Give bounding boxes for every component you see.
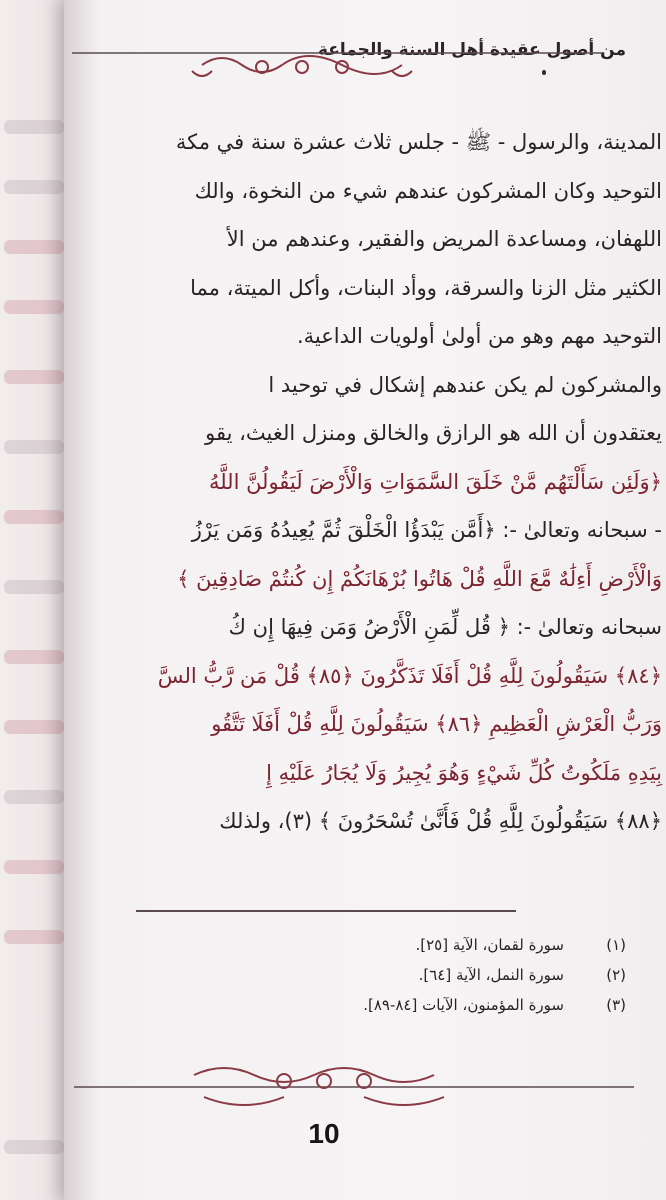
text-line: سبحانه وتعالىٰ -: ﴿ قُل لِّمَنِ الْأَرْضُ وَمَن فِيهَا إِن كُ <box>228 615 662 639</box>
header-title: من أصول عقيدة أهل السنة والجماعة <box>317 40 626 60</box>
text-line: ﴿وَلَئِن سَأَلْتَهُم مَّنْ خَلَقَ السَّمَوَاتِ وَالْأَرْضَ لَيَقُولُنَّ اللَّهُ <box>208 469 662 494</box>
text-line: - سبحانه وتعالىٰ -: ﴿أَمَّن يَبْدَؤُا الْخَلْقَ ثُمَّ يُعِيدُهُ وَمَن يَرْزُ <box>191 518 662 542</box>
footnote <box>124 930 626 960</box>
previous-page-edge <box>0 0 70 1200</box>
footnote <box>124 960 626 990</box>
header-ornament <box>72 31 602 87</box>
footnote-text: سورة المؤمنون، الآيات [٨٤-٨٩]. <box>363 996 564 1014</box>
text-line: ﴿٨٤﴾ سَيَقُولُونَ لِلَّهِ قُلْ أَفَلَا تَذَكَّرُونَ ﴿٨٥﴾ قُلْ مَن رَّبُّ السَّ <box>157 663 662 688</box>
footnote-text: سورة لقمان، الآية [٢٥]. <box>415 936 564 954</box>
text-line: وَرَبُّ الْعَرْشِ الْعَظِيمِ ﴿٨٦﴾ سَيَقُولُونَ لِلَّهِ قُلْ أَفَلَا تَتَّقُو <box>211 712 662 736</box>
main-text <box>104 118 666 846</box>
text-line: ﴿٨٨﴾ سَيَقُولُونَ لِلَّهِ قُلْ فَأَنَّىٰ تُسْحَرُونَ ﴾ (٣)، ولذلك <box>219 809 662 833</box>
text-line: وَالْأَرْضِ أَءِلَٰهٌ مَّعَ اللَّهِ قُلْ هَاتُوا بُرْهَانَكُمْ إِن كُنتُمْ صَادِقِينَ ﴾ <box>177 566 662 591</box>
text-line: الكثير مثل الزنا والسرقة، ووأد البنات، وأكل الميتة، مما <box>190 275 662 300</box>
book-page <box>64 0 666 1200</box>
text-line: التوحيد مهم وهو من أولىٰ أولويات الداعية. <box>296 324 662 348</box>
footnote-text: سورة النمل، الآية [٦٤]. <box>418 966 564 984</box>
footnote-number: (١) <box>606 936 626 954</box>
footnotes <box>124 930 626 1020</box>
footnote-number: (٣) <box>606 996 626 1014</box>
text-line: والمشركون لم يكن عندهم إشكال في توحيد ا <box>268 372 662 397</box>
text-line: بِيَدِهِ مَلَكُوتُ كُلِّ شَيْءٍ وَهُوَ يُجِيرُ وَلَا يُجَارُ عَلَيْهِ إِ <box>266 760 662 785</box>
bottom-ornament <box>74 1055 634 1115</box>
small-mark <box>542 70 546 75</box>
page-number: 10 <box>308 1118 340 1149</box>
footnote <box>124 990 626 1020</box>
footnote-separator <box>136 910 516 912</box>
text-line: يعتقدون أن الله هو الرازق والخالق ومنزل الغيث، يقو <box>205 421 662 445</box>
text-line: اللهفان، ومساعدة المريض والفقير، وعندهم من الأ <box>226 227 662 251</box>
text-line: التوحيد وكان المشركون عندهم شيء من النخوة، والك <box>194 178 662 203</box>
text-line: المدينة، والرسول - ﷺ - جلس ثلاث عشرة سنة في مكة <box>175 130 662 154</box>
footnote-number: (٢) <box>606 966 626 984</box>
